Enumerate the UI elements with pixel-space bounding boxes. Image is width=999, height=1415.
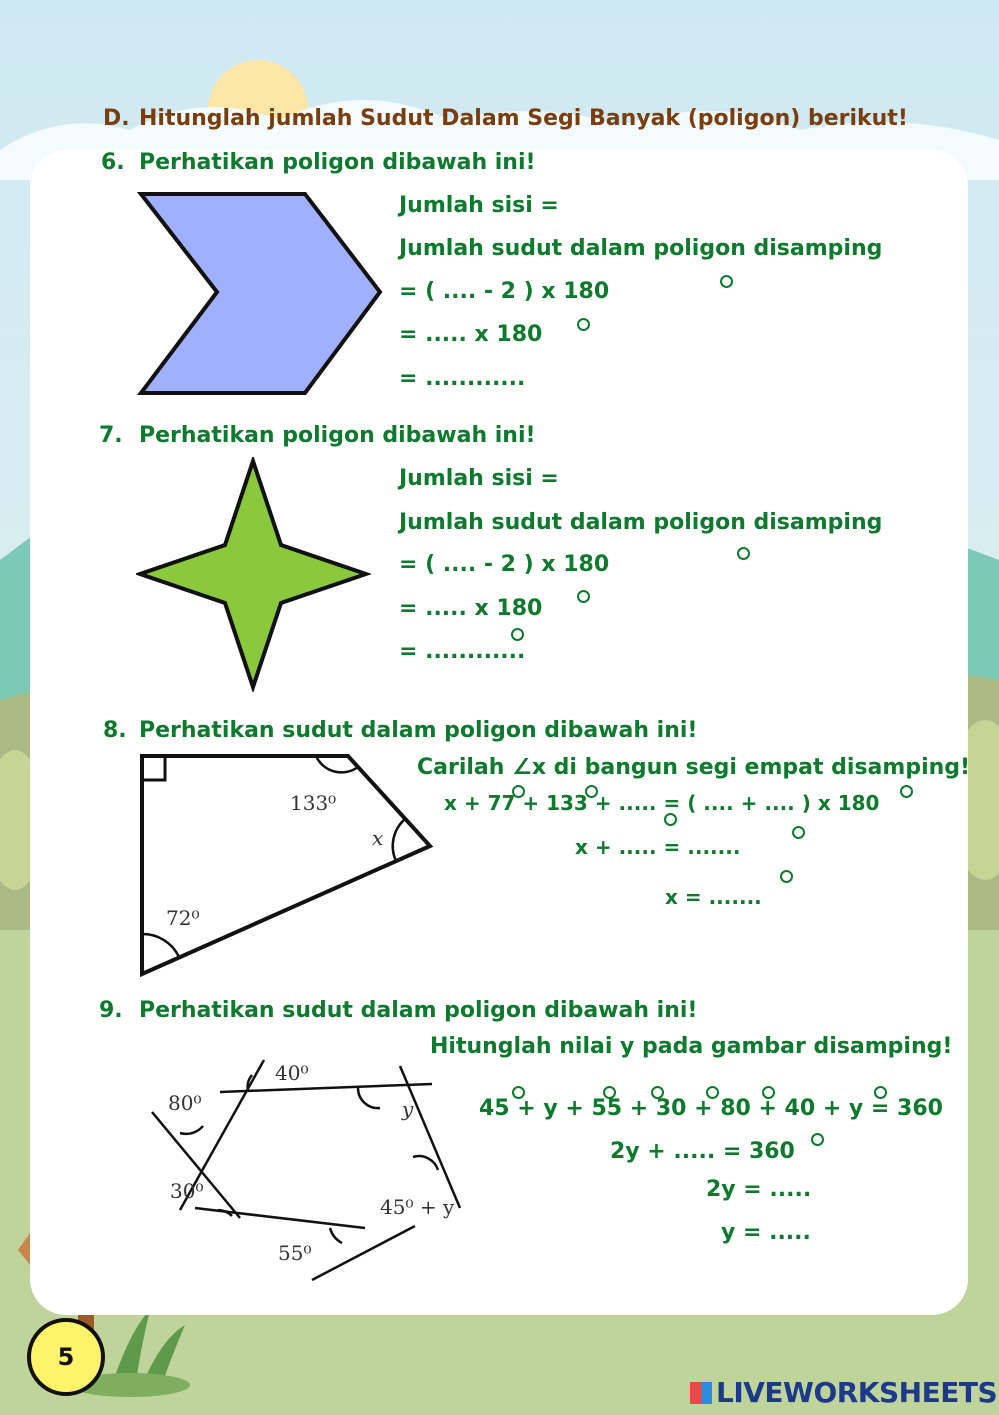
q8-equation-2: x + ..... = ....... bbox=[575, 835, 741, 859]
degree-symbol bbox=[780, 870, 793, 883]
q7-line-sides: Jumlah sisi = bbox=[399, 466, 559, 491]
q8-label-133: 133⁰ bbox=[290, 791, 337, 815]
q9-label-55: 55⁰ bbox=[278, 1241, 312, 1265]
q6-line-result: = ............ bbox=[399, 366, 526, 391]
degree-symbol bbox=[720, 275, 733, 288]
q7-line-product: = ..... x 180 bbox=[399, 596, 543, 621]
degree-symbol bbox=[511, 628, 524, 641]
q8-quadrilateral-figure bbox=[130, 750, 440, 982]
q8-equation-3: x = ....... bbox=[665, 885, 762, 909]
q6-line-sides: Jumlah sisi = bbox=[399, 193, 559, 218]
degree-symbol bbox=[512, 785, 525, 798]
q8-instruction: Carilah ∠x di bangun segi empat disamping! bbox=[417, 755, 971, 780]
q9-instruction: Hitunglah nilai y pada gambar disamping! bbox=[430, 1034, 953, 1059]
degree-symbol bbox=[900, 785, 913, 798]
degree-symbol bbox=[603, 1086, 616, 1099]
q9-label-40: 40⁰ bbox=[275, 1061, 309, 1085]
q8-label-x: x bbox=[372, 826, 384, 850]
q9-hexagon-figure bbox=[140, 1050, 475, 1290]
q9-label-30: 30⁰ bbox=[170, 1179, 204, 1203]
q6-title: Perhatikan poligon dibawah ini! bbox=[139, 150, 536, 175]
degree-symbol bbox=[577, 590, 590, 603]
q6-number: 6. bbox=[101, 150, 125, 175]
page-number-badge bbox=[27, 1318, 105, 1396]
q9-equation-4: y = ..... bbox=[721, 1220, 811, 1245]
q7-line-formula: = ( .... - 2 ) x 180 bbox=[399, 552, 610, 577]
q9-equation-1: 45 + y + 55 + 30 + 80 + 40 + y = 360 bbox=[479, 1096, 943, 1121]
degree-symbol bbox=[874, 1086, 887, 1099]
degree-symbol bbox=[664, 813, 677, 826]
q9-label-y: y bbox=[402, 1097, 414, 1121]
q8-number: 8. bbox=[103, 718, 127, 743]
q9-label-80: 80⁰ bbox=[168, 1091, 202, 1115]
q6-chevron-polygon bbox=[135, 190, 390, 400]
q7-star-polygon bbox=[136, 457, 371, 692]
q8-equation-1: x + 77 + 133 + ..... = ( .... + .... ) x 180 bbox=[444, 791, 880, 815]
degree-symbol bbox=[706, 1086, 719, 1099]
q7-number: 7. bbox=[99, 423, 123, 448]
q8-label-72: 72⁰ bbox=[166, 906, 200, 930]
logo-icon bbox=[690, 1382, 712, 1404]
q6-line-formula: = ( .... - 2 ) x 180 bbox=[399, 279, 610, 304]
q8-title: Perhatikan sudut dalam poligon dibawah ini! bbox=[139, 718, 698, 743]
degree-symbol bbox=[792, 826, 805, 839]
q9-title: Perhatikan sudut dalam poligon dibawah ini! bbox=[139, 998, 698, 1023]
degree-symbol bbox=[585, 785, 598, 798]
q6-line-product: = ..... x 180 bbox=[399, 322, 543, 347]
q7-title: Perhatikan poligon dibawah ini! bbox=[139, 423, 536, 448]
logo-text: LIVEWORKSHEETS bbox=[716, 1376, 998, 1409]
degree-symbol bbox=[762, 1086, 775, 1099]
section-letter: D. bbox=[103, 106, 130, 131]
degree-symbol bbox=[811, 1133, 824, 1146]
q7-line-result: = ............ bbox=[399, 639, 526, 664]
q9-equation-2: 2y + ..... = 360 bbox=[610, 1139, 795, 1164]
degree-symbol bbox=[651, 1086, 664, 1099]
q9-number: 9. bbox=[99, 998, 123, 1023]
degree-symbol bbox=[577, 318, 590, 331]
section-title: Hitunglah jumlah Sudut Dalam Segi Banyak (poligon) berikut! bbox=[139, 106, 908, 131]
degree-symbol bbox=[512, 1086, 525, 1099]
liveworksheets-logo bbox=[690, 1376, 997, 1409]
q6-line-angles: Jumlah sudut dalam poligon disamping bbox=[399, 236, 883, 261]
degree-symbol bbox=[737, 547, 750, 560]
q9-equation-3: 2y = ..... bbox=[706, 1177, 812, 1202]
q9-label-45y: 45⁰ + y bbox=[380, 1195, 455, 1219]
q7-line-angles: Jumlah sudut dalam poligon disamping bbox=[399, 510, 883, 535]
page-number: 5 bbox=[57, 1343, 75, 1371]
